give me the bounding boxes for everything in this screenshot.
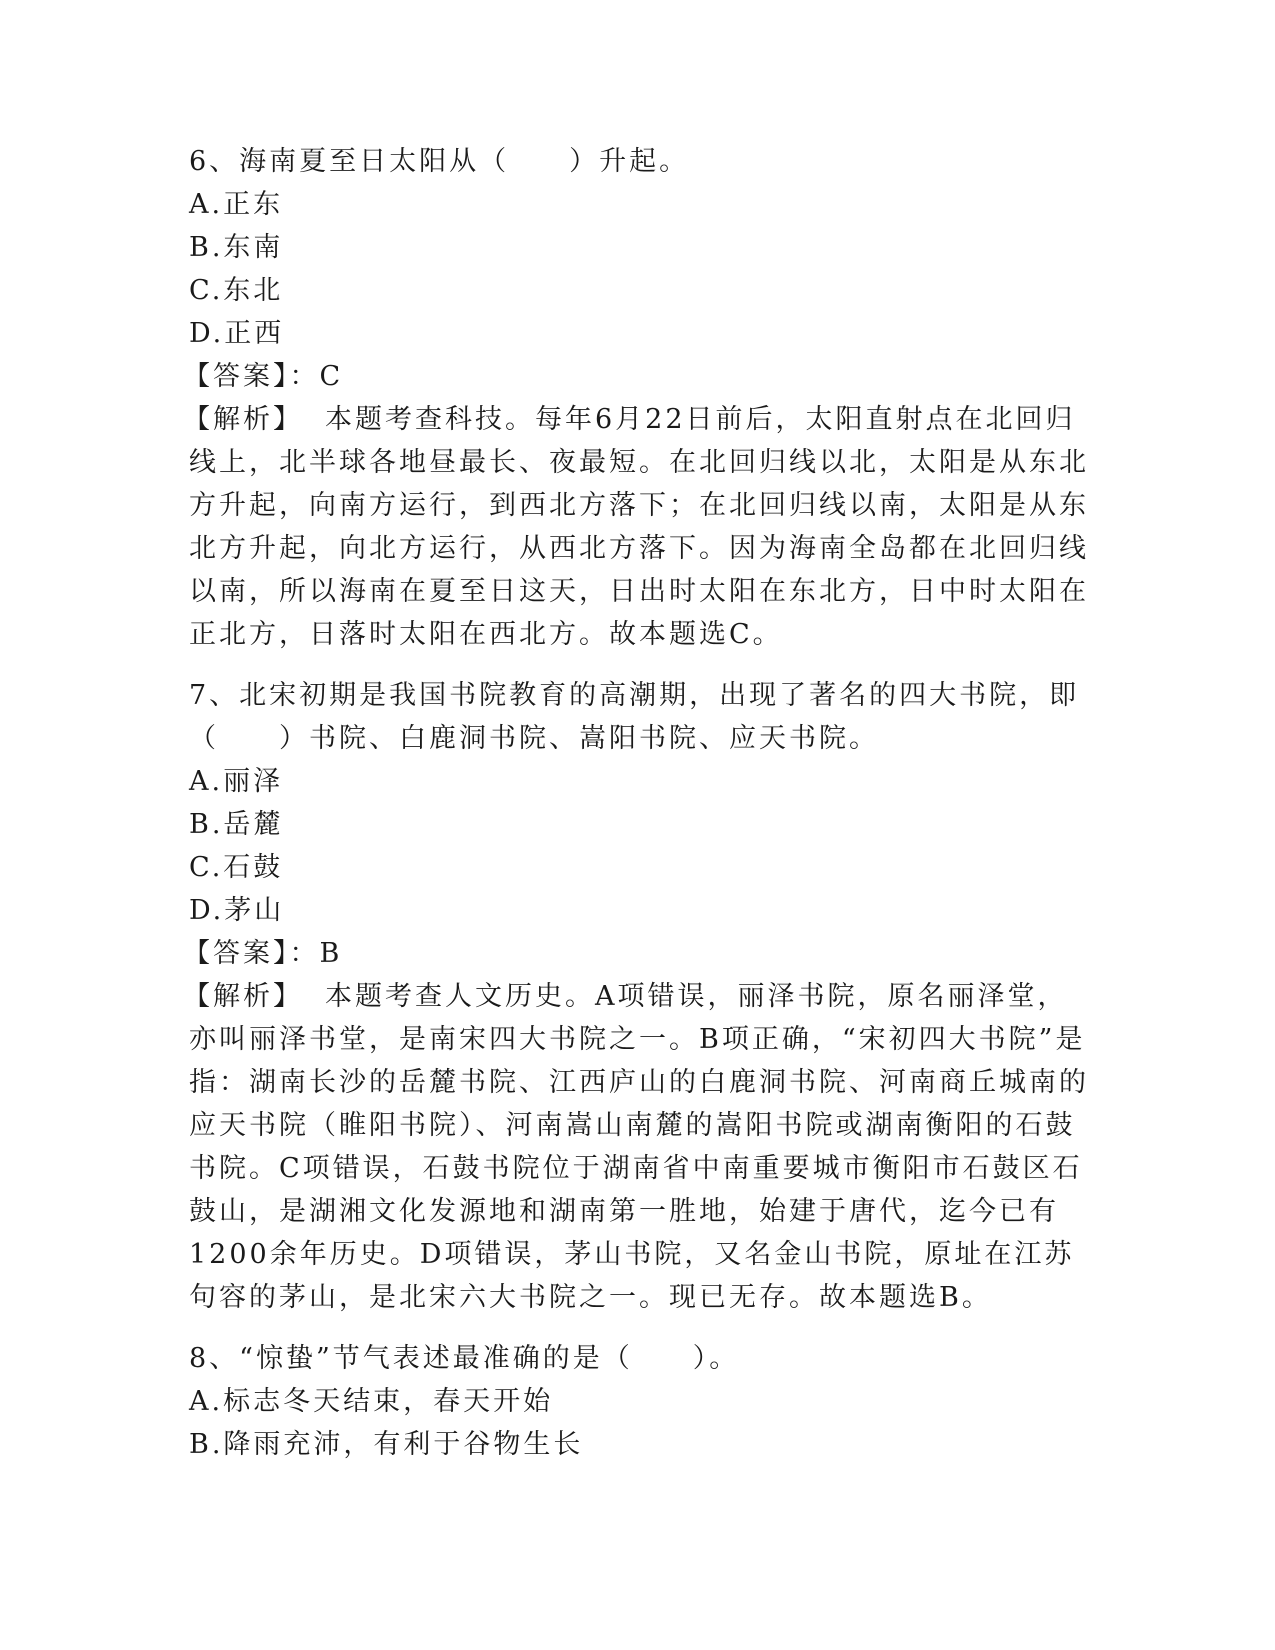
option-b: B.降雨充沛，有利于谷物生长 bbox=[189, 1429, 584, 1460]
analysis-paragraph bbox=[183, 398, 1089, 656]
answer-label: 【答案】： bbox=[183, 361, 320, 392]
option-c: C.石鼓 bbox=[189, 852, 284, 883]
question-stem: 6、海南夏至日太阳从（ ）升起。 bbox=[189, 146, 690, 177]
answer-line bbox=[183, 355, 1089, 398]
analysis-paragraph bbox=[183, 975, 1089, 1319]
option-d: D.茅山 bbox=[189, 895, 285, 926]
option-a: A.正东 bbox=[189, 189, 284, 220]
question-stem: 8、“惊蛰”节气表述最准确的是（ ）。 bbox=[189, 1343, 740, 1374]
answer-value: B bbox=[319, 938, 343, 969]
option-c: C.东北 bbox=[189, 275, 284, 306]
option-b: B.东南 bbox=[189, 232, 284, 263]
analysis-label: 【解析】 bbox=[183, 981, 303, 1012]
option-b: B.岳麓 bbox=[189, 809, 284, 840]
option-a: A.丽泽 bbox=[189, 766, 284, 797]
option-d: D.正西 bbox=[189, 318, 285, 349]
analysis-label: 【解析】 bbox=[183, 404, 303, 435]
analysis-text: 本题考查科技。每年6月22日前后，太阳直射点在北回归线上，北半球各地昼最长、夜最短。在北回归线以北，太阳是从东北方升起，向南方运行，到西北方落下；在北回归线以南，太阳是从东北方升起，向北方运行，从西北方落下。因为海南全岛都在北回归线以南，所以海南在夏至日这天，日出时太阳在东北方，日中时太阳在正北方，日落时太阳在西北方。故本题选C。 bbox=[189, 404, 1089, 650]
answer-line bbox=[183, 932, 1089, 975]
answer-value: C bbox=[319, 361, 344, 392]
question-stem: 7、北宋初期是我国书院教育的高潮期，出现了著名的四大书院，即（ ）书院、白鹿洞书院、嵩阳书院、应天书院。 bbox=[189, 680, 1080, 754]
question-6 bbox=[183, 140, 1089, 656]
answer-label: 【答案】： bbox=[183, 938, 320, 969]
document-page bbox=[183, 140, 1089, 1484]
question-7 bbox=[183, 674, 1089, 1319]
option-a: A.标志冬天结束，春天开始 bbox=[189, 1386, 554, 1417]
analysis-text: 本题考查人文历史。A项错误，丽泽书院，原名丽泽堂，亦叫丽泽书堂，是南宋四大书院之一。B项正确，“宋初四大书院”是指：湖南长沙的岳麓书院、江西庐山的白鹿洞书院、河南商丘城南的应天书院（睢阳书院）、河南嵩山南麓的嵩阳书院或湖南衡阳的石鼓书院。C项错误，石鼓书院位于湖南省中南重要城市衡阳市石鼓区石鼓山，是湖湘文化发源地和湖南第一胜地，始建于唐代，迄今已有1200余年历史。D项错误，茅山书院，又名金山书院，原址在江苏句容的茅山，是北宋六大书院之一。现已无存。故本题选B。 bbox=[189, 981, 1089, 1313]
question-8 bbox=[189, 1337, 1089, 1466]
